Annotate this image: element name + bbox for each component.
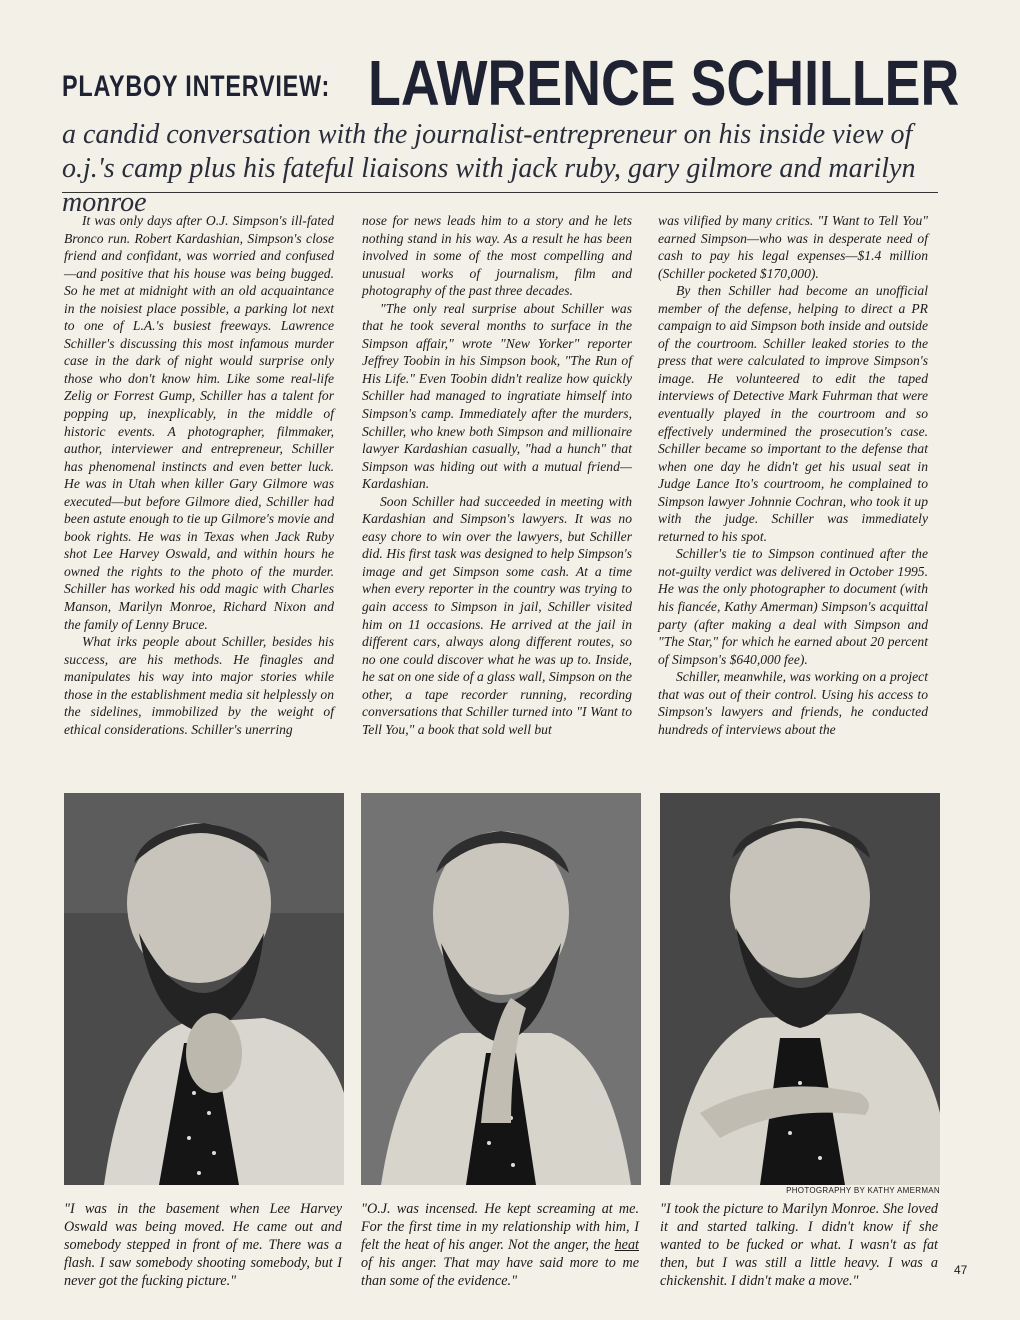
paragraph: By then Schiller had become an unofficial member of the defense, helping to direct a PR campaign to aid Simpson both inside and outside of the courtroom. Schiller leaked stories to the press that were calculated to improve Simpson's image. He volunteered to edit the taped interviews of Detective Mark Fuhrman that were eventually played in the courtroom and so effectively undermined the prosecution's case. Schiller became so important to the defense that when one day he didn't get his usual seat in Judge Lance Ito's courtroom, he complained to Simpson lawyer Johnnie Cochran, who took it up with the judge. Schiller was immediately returned to his spot. (658, 283, 928, 544)
caption-text: "O.J. was incensed. He kept screaming at me. For the first time in my relationship with him, I felt the heat of his anger. Not the anger, the (361, 1201, 639, 1253)
paragraph: Schiller, meanwhile, was working on a project that was out of their control. Using his access to Simpson's lawyers and friends, he conducted hundreds of interviews about the (658, 669, 928, 737)
portrait-image (660, 793, 940, 1185)
headline (62, 40, 960, 119)
paragraph: It was only days after O.J. Simpson's ill-fated Bronco run. Robert Kardashian, Simpson's close friend and confidant, was worried and confused—and positive that his house was being bugged. So he met at midnight with an old acquaintance in the noisiest place possible, a parking lot next to one of L.A.'s busiest freeways. Lawrence Schiller's discussing this most infamous murder case in the dark of night would surprise only those who don't know him. Like some real-life Zelig or Forrest Gump, Schiller has a talent for popping up, inexplicably, in the middle of historic events. A photographer, filmmaker, author, interviewer and entrepreneur, Schiller has phenomenal instincts and even better luck. He was in Utah when killer Gary Gilmore was executed—but before Gilmore died, Schiller had been astute enough to tie up Gilmore's movie and book rights. He was in Texas when Jack Ruby shot Lee Harvey Oswald, and within hours he owned the rights to the photo of the murder. Schiller has worked his odd magic with Charles Manson, Marilyn Monroe, Richard Nixon and the family of Lenny Bruce. (64, 213, 334, 632)
photo-caption-3: "I took the picture to Marilyn Monroe. She loved it and started talking. I didn't know if she wanted to be fucked or what. I wasn't as fat then, but I was still a little heavy. I was a chickenshit. I didn't make a move." (660, 1201, 938, 1289)
paragraph: What irks people about Schiller, besides his success, are his methods. He finagles and manipulates his way into major stories while those in the establishment media sit helplessly on the sidelines, immobilized by the weight of ethical considerations. Schiller's unerring (64, 634, 334, 737)
article-column-2 (362, 212, 632, 738)
portrait-photo-1 (64, 793, 344, 1185)
portrait-photo-3 (660, 793, 940, 1185)
paragraph: was vilified by many critics. "I Want to Tell You" earned Simpson—who was in desperate need of cash to pay his legal expenses—$1.4 million (Schiller pocketed $170,000). (658, 213, 928, 281)
subtitle: a candid conversation with the journalist-entrepreneur on his inside view of o.j.'s camp plus his fateful liaisons with jack ruby, gary gilmore and marilyn monroe (62, 119, 916, 218)
caption-emphasis: heat (614, 1237, 639, 1253)
portrait-photo-2 (361, 793, 641, 1185)
header-rule (62, 192, 938, 193)
interviewee-name: LAWRENCE SCHILLER (368, 47, 960, 119)
article-column-3 (658, 212, 928, 738)
interview-kicker: PLAYBOY INTERVIEW: (62, 70, 331, 103)
portrait-image (64, 793, 344, 1185)
photo-caption-2 (361, 1200, 639, 1290)
caption-text: of his anger. That may have said more to me than some of the evidence." (361, 1255, 639, 1289)
portrait-image (361, 793, 641, 1185)
article-column-1 (64, 212, 334, 738)
paragraph: Schiller's tie to Simpson continued after the not-guilty verdict was delivered in October 1995. He was the only photographer to document (with his fiancée, Kathy Amerman) Simpson's acquittal party (after making a deal with Simpson and "The Star," for which he earned about 20 percent of Simpson's $640,000 fee). (658, 546, 928, 667)
photo-credit: PHOTOGRAPHY BY KATHY AMERMAN (786, 1186, 940, 1195)
page-number: 47 (954, 1263, 968, 1277)
paragraph: nose for news leads him to a story and he lets nothing stand in his way. As a result he has been involved in some of the most compelling and unusual works of journalism, film and photography of the past three decades. (362, 213, 632, 299)
paragraph: Soon Schiller had succeeded in meeting with Kardashian and Simpson's lawyers. It was no easy chore to win over the lawyers, but Schiller did. His first task was designed to help Simpson's image and get Simpson some cash. At a time when every reporter in the country was trying to gain access to Simpson in jail, Schiller visited him on 11 occasions. He arrived at the jail in different cars, always along different routes, so no one could discover what he was up to. Inside, he sat on one side of a glass wall, Simpson on the other, a tape recorder running, recording conversations that Schiller turned into "I Want to Tell You," a book that sold well but (362, 493, 632, 737)
photo-caption-1: "I was in the basement when Lee Harvey Oswald was being moved. He came out and somebody stepped in front of me. There was a flash. I saw somebody shooting somebody, but I never got the fucking picture." (64, 1201, 342, 1289)
paragraph: "The only real surprise about Schiller was that he took several months to surface in the Simpson affair," wrote "New Yorker" reporter Jeffrey Toobin in his Simpson book, "The Run of His Life." Even Toobin didn't realize how quickly Schiller had managed to ingratiate himself into Simpson's camp. Immediately after the murders, Schiller, who knew both Simpson and millionaire lawyer Kardashian casually, "had a hunch" that Simpson was hiding out with a mutual friend—Kardashian. (362, 300, 632, 492)
